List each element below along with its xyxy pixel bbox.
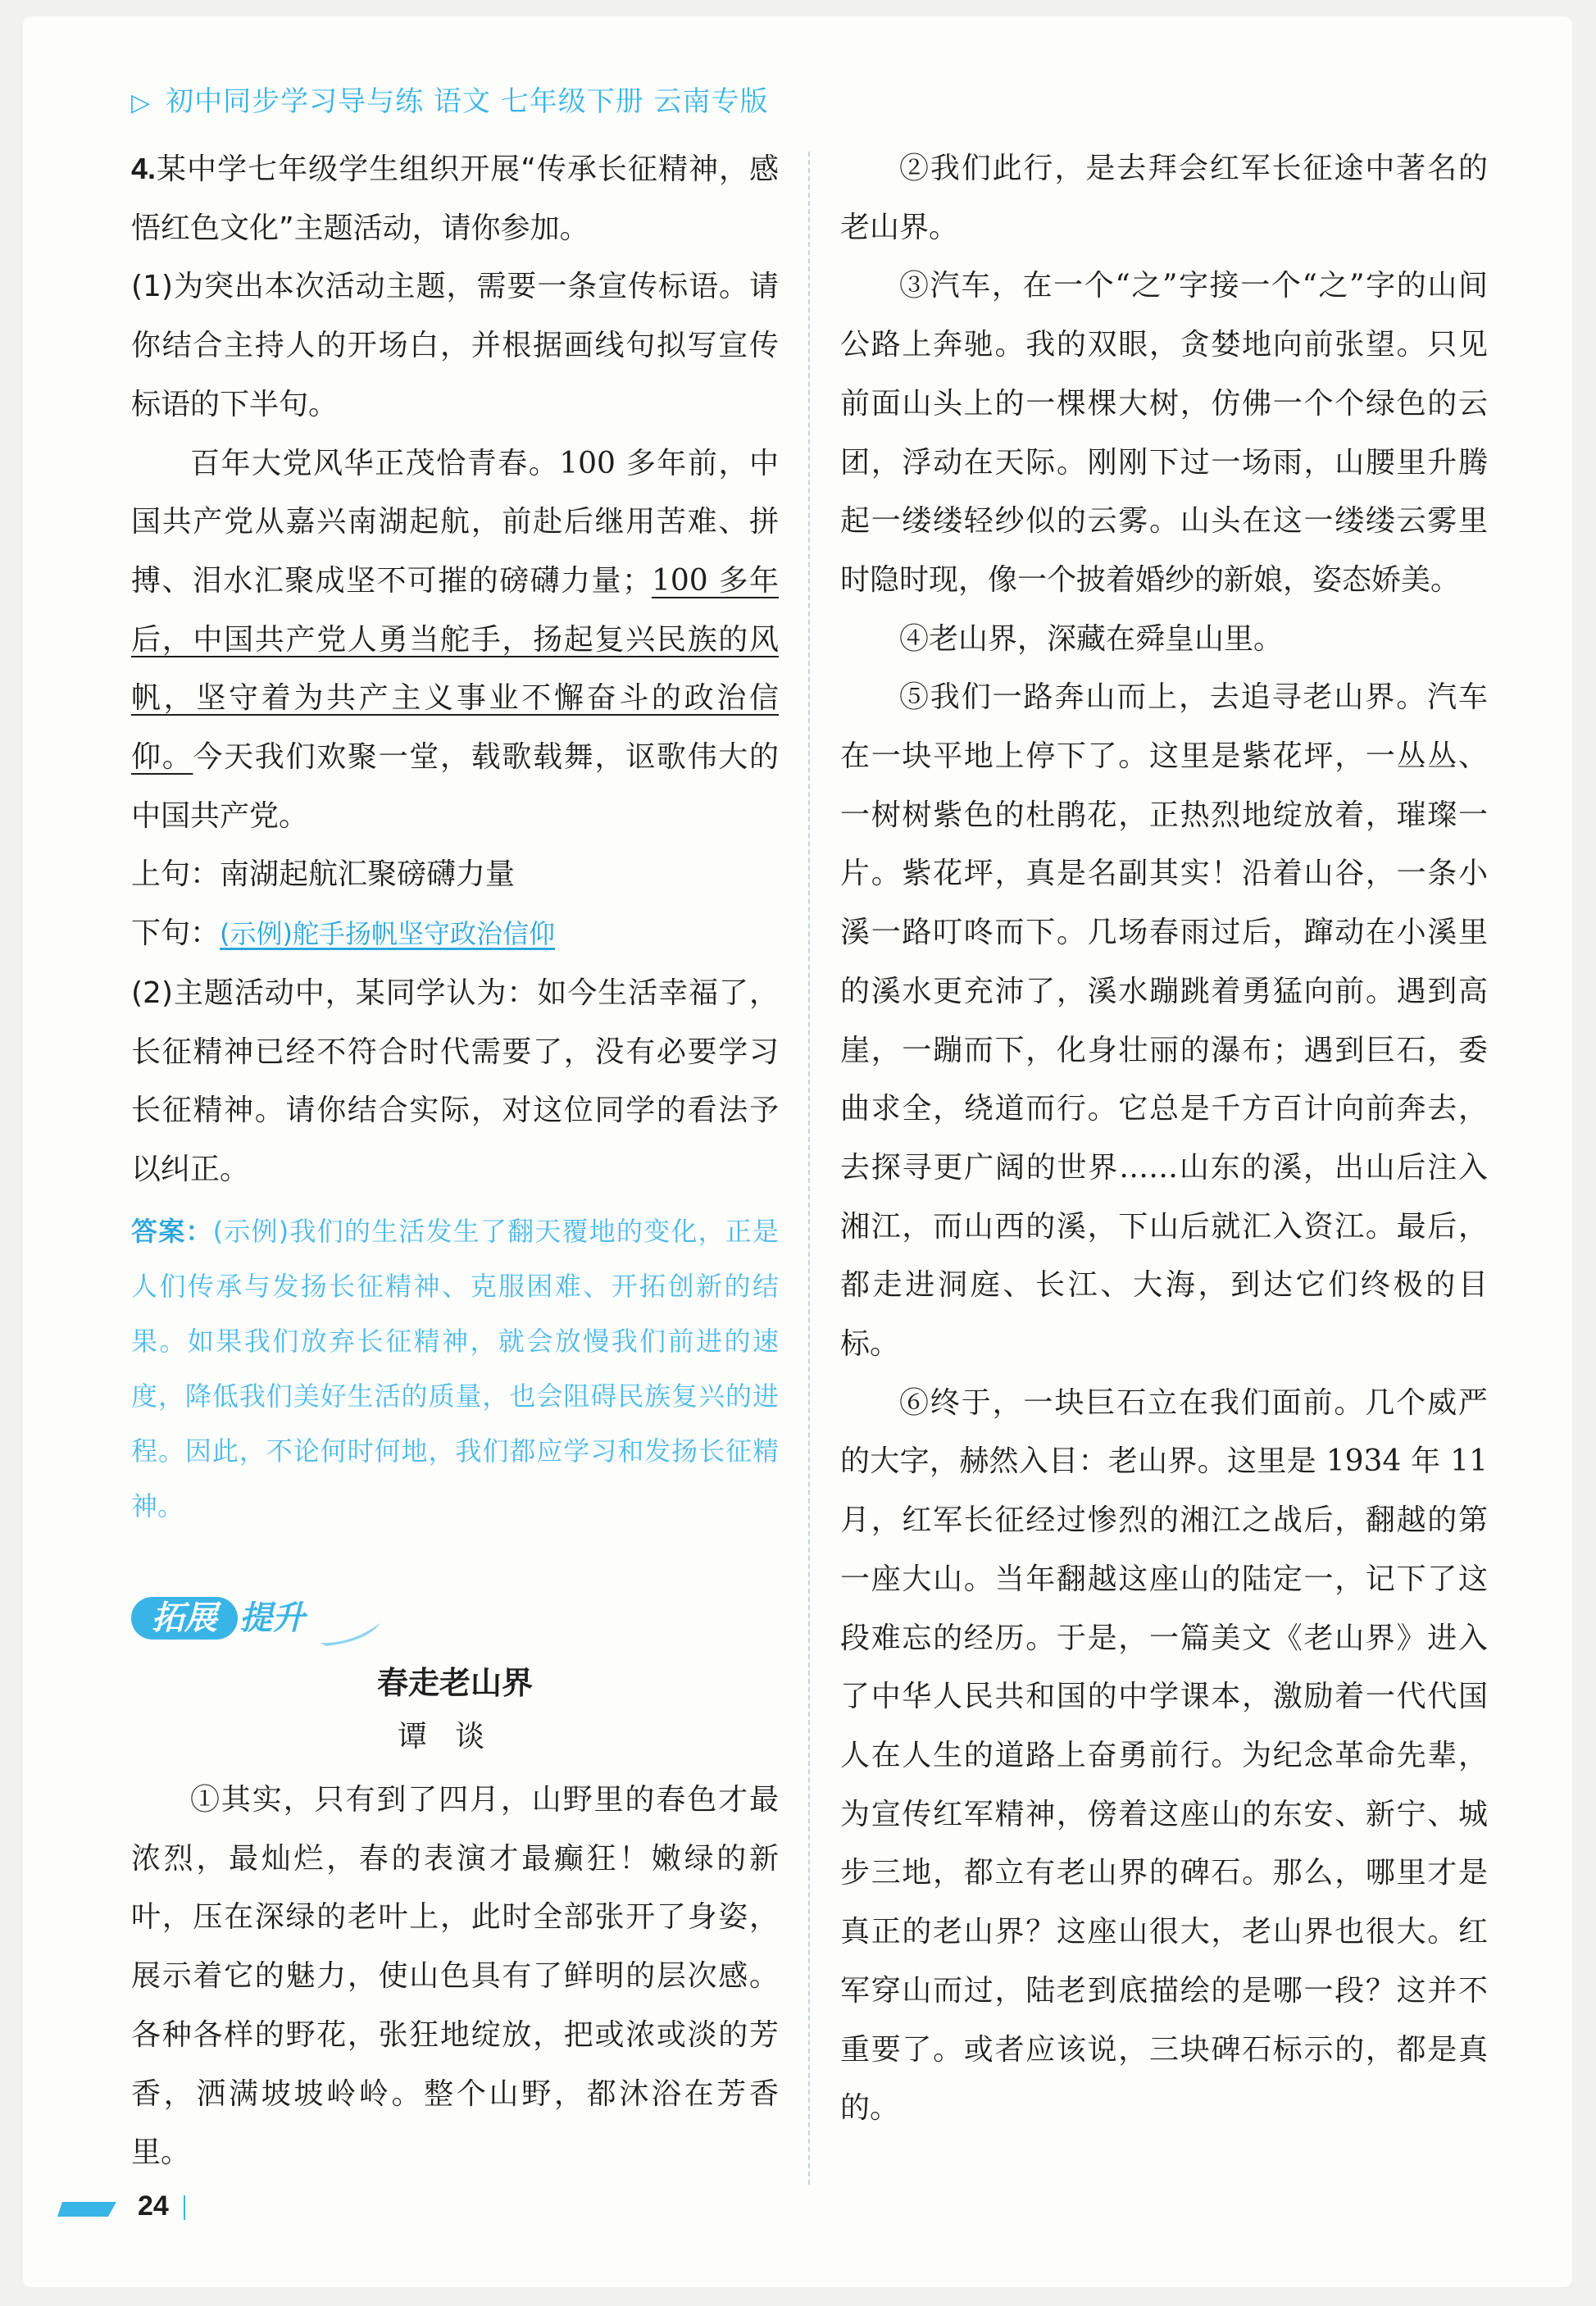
part-1-prompt: (1)为突出本次活动主题，需要一条宣传标语。请你结合主持人的开场白，并根据画线句拟写宣传标语的下半句。: [131, 270, 779, 421]
upper-text: 南湖起航汇聚磅礴力量: [220, 857, 516, 892]
page-number: 24: [138, 2190, 169, 2222]
badge-text: 提升: [239, 1599, 305, 1637]
article-paragraph-3: ③汽车，在一个“之”字接一个“之”字的山间公路上奔驰。我的双眼，贪婪地向前张望。只见前面山头上的一棵棵大树，仿佛一个个绿色的云团，浮动在天际。刚刚下过一场雨，山腰里升腾起一缕缕轻纱似的云雾。山头在这一缕缕云雾里时隐时现，像一个披着婚纱的新娘，姿态娇美。: [840, 269, 1488, 597]
article-paragraph-1: ①其实，只有到了四月，山野里的春色才最浓烈，最灿烂，春的表演才最癫狂！嫩绿的新叶，压在深绿的老叶上，此时全部张开了身姿，展示着它的魅力，使山色具有了鲜明的层次感。各种各样的野花，张狂地绽放，把或浓或淡的芳香，洒满坡坡岭岭。整个山野，都沐浴在芳香里。: [131, 1783, 779, 2170]
page-number-divider: [184, 2195, 185, 2220]
article-author: 谭谈: [397, 1720, 512, 1753]
header-title: 初中同步学习导与练 语文 七年级下册 云南专版: [166, 85, 769, 118]
article-right-part: [840, 139, 1488, 2138]
answer-text: (示例)我们的生活发生了翻天覆地的变化，正是人们传承与发扬长征精神、克服困难、开拓创新的结果。如果我们放弃长征精神，就会放慢我们前进的速度，降低我们美好生活的质量，也会阻碍民族复兴的进程。因此，不论何时何地，我们都应学习和发扬长征精神。: [131, 1215, 779, 1521]
footer-swoosh-icon: [57, 2200, 118, 2218]
article-paragraph-6: ⑥终于，一块巨石立在我们面前。几个威严的大字，赫然入目：老山界。这里是 1934 年 11 月，红军长征经过惨烈的湘江之战后，翻越的第一座大山。当年翻越这座山的陆定一，记下了这段难忘的经历。于是，一篇美文《老山界》进入了中华人民共和国的中学课本，激励着一代代国人在人生的道路上奋勇前行。为纪念革命先辈，为宣传红军精神，傍着这座山的东安、新宁、城步三地，都立有老山界的碑石。那么，哪里才是真正的老山界？这座山很大，老山界也很大。红军穿山而过，陆老到底描绘的是哪一段？这并不重要了。或者应该说，三块碑石标示的，都是真的。: [840, 1385, 1488, 2126]
answer-block: [131, 1204, 779, 1534]
opening-speech: [131, 434, 779, 846]
running-header: [131, 79, 769, 119]
part-2-prompt: (2)主题活动中，某同学认为：如今生活幸福了，长征精神已经不符合时代需要了，没有必要学习长征精神。请你结合实际，对这位同学的看法予以纠正。: [131, 976, 779, 1186]
question-4: [131, 139, 779, 1534]
play-triangle-icon: ▷: [131, 89, 152, 117]
lower-answer: (示例)舵手扬帆坚守政治信仰: [220, 918, 555, 950]
lower-label: 下句：: [131, 916, 221, 951]
badge-highlight: 拓展: [131, 1597, 238, 1640]
question-intro-text: 某中学七年级学生组织开展“传承长征精神，感悟红色文化”主题活动，请你参加。: [131, 152, 779, 245]
answer-label: 答案：: [131, 1215, 213, 1247]
section-badge: [131, 1592, 369, 1643]
speech-text-before: 百年大党风华正茂恰青春。100 多年前，中国共产党从嘉兴南湖起航，前赴后继用苦难、拼搏、泪水汇聚成坚不可摧的磅礴力量；: [131, 446, 779, 598]
article-title: 春走老山界: [376, 1665, 533, 1701]
speech-text-after: 今天我们欢聚一堂，载歌载舞，讴歌伟大的中国共产党。: [131, 740, 779, 833]
article-paragraph-2: ②我们此行，是去拜会红军长征途中著名的老山界。: [840, 152, 1488, 244]
upper-label: 上句：: [131, 857, 221, 892]
column-divider: [808, 152, 810, 2185]
article-left-part: [131, 1771, 779, 2182]
leaf-swoosh-icon: [318, 1620, 384, 1648]
article-paragraph-4: ④老山界，深藏在舜皇山里。: [899, 621, 1284, 656]
lower-line: [131, 904, 779, 964]
question-4-intro: [131, 139, 779, 257]
question-number: 4.: [131, 152, 157, 185]
upper-line: [131, 845, 779, 904]
article-paragraph-5: ⑤我们一路奔山而上，去追寻老山界。汽车在一块平地上停下了。这里是紫花坪，一丛丛、一树树紫色的杜鹃花，正热烈地绽放着，璀璨一片。紫花坪，真是名副其实！沿着山谷，一条小溪一路叮咚而下。几场春雨过后，蹿动在小溪里的溪水更充沛了，溪水蹦跳着勇猛向前。遇到高崖，一蹦而下，化身壮丽的瀑布；遇到巨石，委曲求全，绕道而行。它总是千方百计向前奔去，去探寻更广阔的世界……山东的溪，出山后注入湘江，而山西的溪，下山后就汇入资江。最后，都走进洞庭、长江、大海，到达它们终极的目标。: [840, 680, 1488, 1362]
underlined-sentence: 100 多年后，中国共产党人勇当舵手，扬起复兴民族的风帆，坚守着为共产主义事业不懈奋斗的政治信仰。: [131, 563, 779, 775]
